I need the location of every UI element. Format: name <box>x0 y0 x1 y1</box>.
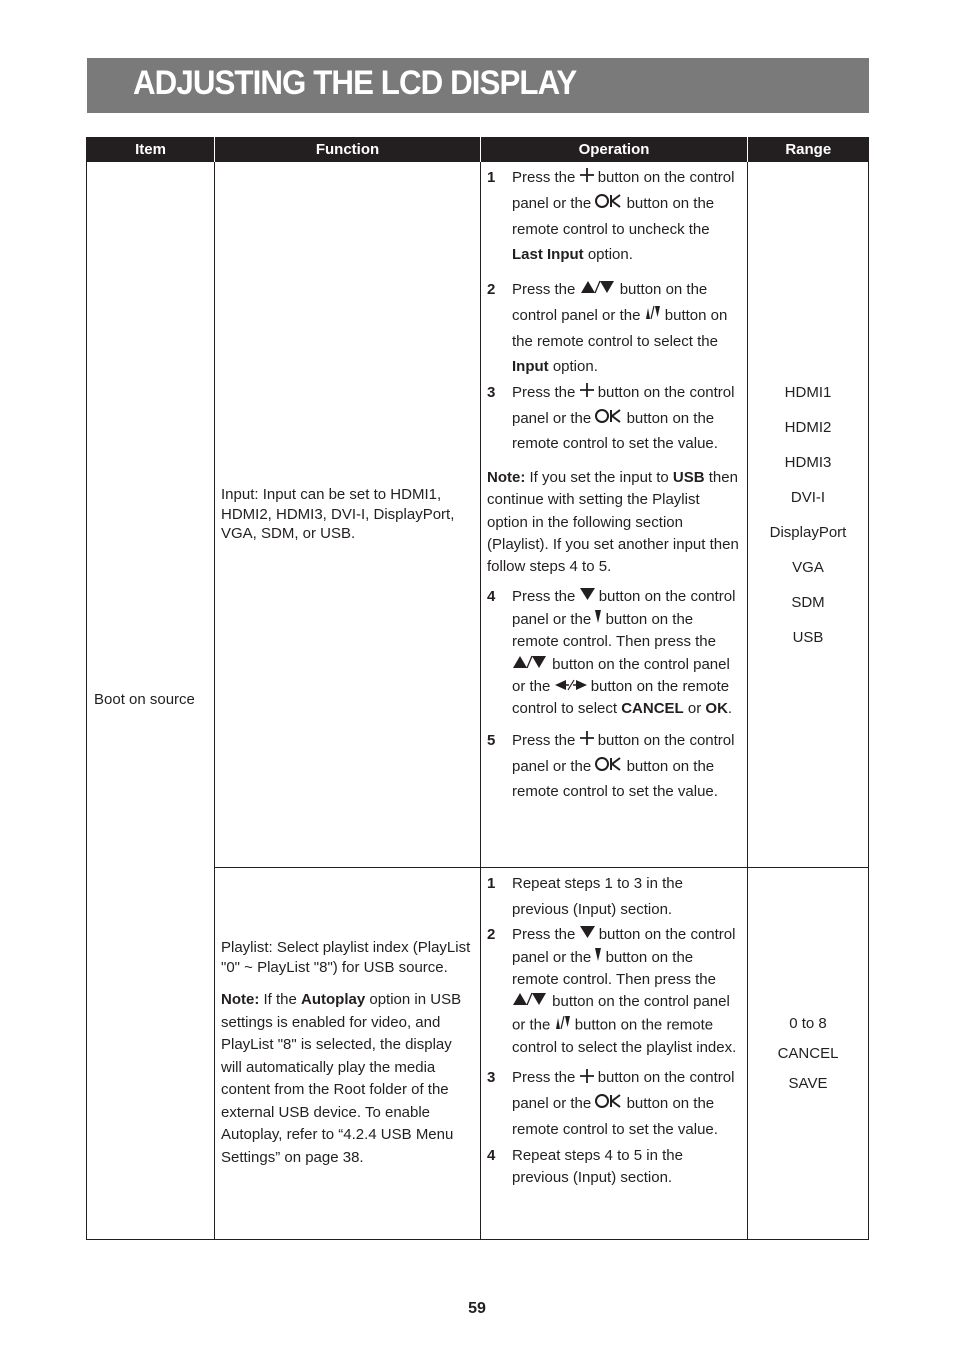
down-arrow-icon <box>580 924 595 946</box>
page-title: ADJUSTING THE LCD DISPLAY <box>133 64 577 102</box>
header-item: Item <box>87 137 215 162</box>
plus-icon <box>580 1066 594 1092</box>
range-value: SAVE <box>788 1074 828 1092</box>
step-number: 4 <box>487 1146 496 1164</box>
operation-cell <box>481 162 748 868</box>
plus-icon <box>580 165 594 191</box>
step-number: 5 <box>487 731 496 749</box>
function-cell <box>215 868 481 1240</box>
step-number: 1 <box>487 169 496 186</box>
range-value: DisplayPort <box>769 523 847 541</box>
item-label: Boot on source <box>94 691 195 709</box>
ok-icon <box>595 754 622 780</box>
up-down-arrow-icon <box>580 277 616 303</box>
step-number: 3 <box>487 383 496 401</box>
remote-up-down-icon <box>645 303 661 329</box>
left-right-arrow-icon <box>555 676 587 698</box>
header-function: Function <box>215 137 481 162</box>
table-row <box>87 162 869 868</box>
range-value: VGA <box>792 558 824 576</box>
step-item: 3 Press the button on the control panel or the button on the remote control to set the value. <box>487 1065 743 1142</box>
step-item: 5 Press the button on the control panel or the button on the remote control to set the value. <box>487 728 743 805</box>
range-value: HDMI2 <box>784 418 832 436</box>
step-item: 2 Press the button on the control panel or the button on the remote control. Then press the button on the control panel or the button on the remote control to select the playlist index. <box>487 924 743 1059</box>
step-number: 3 <box>487 1069 496 1087</box>
range-value: DVI-I <box>790 488 826 506</box>
note-text: Note: If the Autoplay option in USB settings is enabled for video, and PlayList "8" is selected, the display will automatically play the media content from the Root folder of the external USB device. To enable Autoplay, refer to “4.2.4 USB Menu Settings” on page 38. <box>221 991 462 1166</box>
step-item: 1 Press the button on the control panel or the button on the remote control to uncheck the Last Input option. <box>487 165 743 268</box>
step-number: 1 <box>487 875 496 892</box>
ok-icon <box>595 406 622 432</box>
ok-icon <box>595 1091 622 1117</box>
down-arrow-icon <box>580 586 595 608</box>
header-range: Range <box>748 137 869 162</box>
range-cell <box>748 162 869 868</box>
remote-up-down-icon <box>555 1014 571 1037</box>
step-item: 4 Repeat steps 4 to 5 in the previous (Input) section. <box>487 1145 743 1190</box>
step-item: 3 Press the button on the control panel or the button on the remote control to set the value. <box>487 380 743 457</box>
title-bar <box>87 58 869 113</box>
table-header-row <box>87 137 869 162</box>
plus-icon <box>580 380 594 406</box>
settings-table <box>86 137 869 1240</box>
range-value: SDM <box>791 593 825 611</box>
step-number: 2 <box>487 926 496 944</box>
operation-cell <box>481 868 748 1240</box>
step-number: 2 <box>487 280 496 298</box>
step-number: 4 <box>487 588 496 606</box>
up-down-arrow-icon <box>512 991 548 1013</box>
header-operation: Operation <box>481 137 748 162</box>
range-value: HDMI3 <box>784 453 832 471</box>
item-cell <box>87 162 215 1240</box>
function-text: Playlist: Select playlist index (PlayList "0" ~ PlayList "8") for USB source. <box>221 939 471 976</box>
function-text: Input: Input can be set to HDMI1, HDMI2, HDMI3, DVI-I, DisplayPort, VGA, SDM, or USB. <box>221 486 455 543</box>
step-item: 1 Repeat steps 1 to 3 in the previous (Input) section. <box>487 871 743 922</box>
range-cell <box>748 868 869 1240</box>
function-cell <box>215 162 481 868</box>
ok-icon <box>595 191 622 217</box>
range-value: 0 to 8 <box>789 1014 827 1032</box>
step-item: 2 Press the button on the control panel or the button on the remote control to select the Input option. <box>487 277 743 380</box>
range-value: HDMI1 <box>784 383 832 401</box>
range-value: USB <box>792 628 824 646</box>
plus-icon <box>580 728 594 754</box>
page-number: 59 <box>468 1300 486 1317</box>
note-text: Note: If you set the input to USB then continue with setting the Playlist option in the following section (Playlist). If you set another input then follow steps 4 to 5. <box>487 468 739 576</box>
step-item: 4 Press the button on the control panel or the button on the remote control. Then press the button on the control panel or the button on the remote control to select CANCEL or OK. <box>487 586 743 720</box>
range-value: CANCEL <box>777 1044 839 1062</box>
up-down-arrow-icon <box>512 654 548 676</box>
